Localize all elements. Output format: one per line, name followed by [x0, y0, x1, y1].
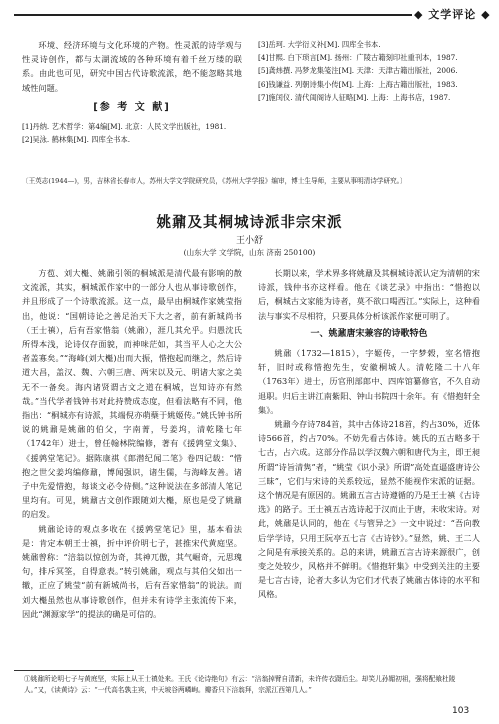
body-paragraph: 方苞、刘大櫆、姚鼐引领的桐城派是清代最有影响的散文流派，其实，桐城派作家中的一部分人也从事诗歌创作，并且形成了一个诗歌流派。这一点，最早由桐城作家姚莹指出，他说：“国朝诗论之善足治天下大之者，前有新城尚书（王士禛），后有吾家惜翁（姚鼐），涯几其允乎。归愚沈氏所得本浅，论诗仅存面貌，而神味茫如，其当平人心之大公者盖寡矣。”“海峰(刘大櫆)出而大振，惜抱起而继之，然后诗道大昌，盖汉、魏、六朝三唐、两宋以及元、明诸大家之美无不一备矣。海内诸贤谓古文之道在桐城，岂知诗亦有然哉。”当代学者钱钟书对此持赞成态度，但看法略有不同，他指出：“桐城亦有诗派，其端倪亦萌蘖于姚姬传。”姚氏钟书所说的姚鼐是姚鼐的伯父，字南菁，号姜坞，清乾隆七年（1742年）进士，曾任翰林院编修，著有《援鹑堂文集》、《援鹑堂笔记》。据陈康祺《郎潜纪闻二笔》卷四记载：“惜抱之世父姜坞编修鼐，博闻强识，诸生儒，与海峰友善。诸子中先爱惜抱，每谈文必令侍侧。”这种说法在多部清人笔记里均有。可见，姚鼐古文创作跟随刘大櫆，原也是受了姚鼐的启发。 — [22, 268, 242, 520]
article-right-column — [258, 266, 480, 664]
body-paragraph: 姚鼐今存诗784首，其中古体诗218首，约占30%，近体诗566首，约占70%。不妨先看古体诗。姚氏的五古略多于七古，占六成。这部分作品以学汉魏六朝和唐代为主，即王昶所谓“诗旨清隽”者，“姚莹《识小录》所谓”高处直逼盛唐诗公三昧”，它们与宋诗的关系较远，显然不能视作宋派的证据。这个情况是有原因的。姚鼐五言古诗遵循的乃是王士禛《古诗选》的路子。王士禛五古选诗起于汉而止于唐，未收宋诗。对此，姚鼐是认同的，他在《与管异之》一文中说过：“吾向教后学学诗，只用王阮亭五七言《古诗钞》。”显然，姚、王二人之间是有承接关系的。总的来讲，姚鼐五言古诗来源很广，创变之处较少，风格并不鲜明。《惜抱轩集》中受到关注的主要是七言古诗，论者大多认为它们才代表了姚鼐古体诗的水平和风格。 — [258, 419, 480, 600]
author-bio: 〔王英志(1944—)，男，吉林省长春市人，苏州大学文学院研究员，《苏州大学学报》编审，博士生导师，主要从事明清诗学研究。〕 — [22, 177, 407, 185]
prev-article-right-column — [258, 38, 480, 104]
reference-item: [3]岳珂. 大学衍义补[M]. 四库全书本. — [258, 40, 381, 49]
section-tag: ◆ 文学评论 ◆ — [414, 8, 491, 21]
body-paragraph: 长期以来，学术界多将姚鼐及其桐城诗派认定为清朝的宋诗派，钱仲书亦这样看。他在《谈艺录》中指出：“惜抱以后，桐城古文家能为诗者，莫不欲口喝西江。”实际上，这种看法与事实不尽相符，只要具体分析该派作家便可明了。 — [258, 268, 480, 321]
article-title: 姚鼐及其桐城诗派非宗宋派 — [156, 215, 343, 231]
author-affiliation: (山东大学 文学院，山东 济南 250100) — [183, 248, 316, 257]
prev-article-left-column — [22, 38, 242, 146]
running-header — [0, 6, 499, 24]
body-paragraph: 姚鼐论诗的观点多收在《援鹑堂笔记》里，基本看法是：肯定本朝王士禛，折中评价明七子，甚推宋代黄庭坚。姚鼐曾称：“涪翁以惊创为奇，其神兀傲，其气崛奇，元思瑰句，排斥冥筌，自得意表。”转引姚鼐，观点与其伯父如出一辙，正应了姚莹“前有新城尚书，后有吾家惜翁”的说法。而刘大櫆虽然也从事诗歌创作，但并未有诗学主张流传下来，因此“渊源家学”的提法的确是可信的。 — [22, 523, 242, 619]
body-paragraph: 姚鼐（1732—1815），字姬传，一字梦榖，室名惜抱轩，旧时或称惜抱先生，安徽桐城人。清乾隆二十八年（1763年）进士，历官刑部郎中、四库馆纂修官，不久自动退职。归后主讲江南紫阳、钟山书院四十余年。有《惜抱轩全集》。 — [258, 348, 480, 415]
footnote: ①姚鼐所论明七子与黄庭坚，实际上从王士禛处来。王氏《论诗绝句》有云：“涪翁掉臂自清新，未许传衣蹑后尘。却笑儿孙媚初祖，强将配飨杜陵人。”又，《读黄诗》云：“一代高名孰主宾，中天坡谷两嶙峋。瓣香只下涪翁拜，宗派江西第几人。” — [24, 675, 456, 694]
footnote-rule — [14, 670, 134, 671]
page-number: 103 — [452, 706, 470, 716]
reference-item: [6]钱谦益. 列朝诗集小传[M]. 上海：上海古籍出版社，1983. — [258, 79, 458, 89]
article-author: 王小舒 — [235, 236, 263, 246]
reference-item: [1]丹纳. 艺术哲学：第4编[M]. 北京：人民文学出版社，1981. — [22, 122, 227, 132]
reference-item: [7]施闰仪. 清代闺阁诗人征略[M]. 上海：上海书店，1987. — [258, 92, 451, 102]
article-left-column — [22, 266, 242, 664]
references-heading: [参 考 文 献] — [93, 101, 171, 113]
header-rule — [14, 14, 412, 16]
section-heading: 一、姚鼐唐宋兼容的诗歌特色 — [310, 328, 428, 339]
reference-item: [5]龚炜撰. 冯梦龙集笺注[M]. 天津：天津古籍出版社，2006. — [258, 66, 458, 76]
prev-article-paragraph: 环境、经济环境与文化环境的产物。性灵派的诗学观与性灵诗创作，都与太湖流域的各种环境有着千丝万缕的联系。由此也可见，研究中国古代诗歌流派，绝不能忽略其地域性问题。 — [22, 40, 242, 93]
reference-item: [2]吴泳. 鹤林集[M]. 四库全书本. — [22, 134, 131, 144]
reference-item: [4]甘熙. 白下琐言[M]. 扬州：广陵古籍刻印社重刊本，1987. — [258, 53, 458, 63]
